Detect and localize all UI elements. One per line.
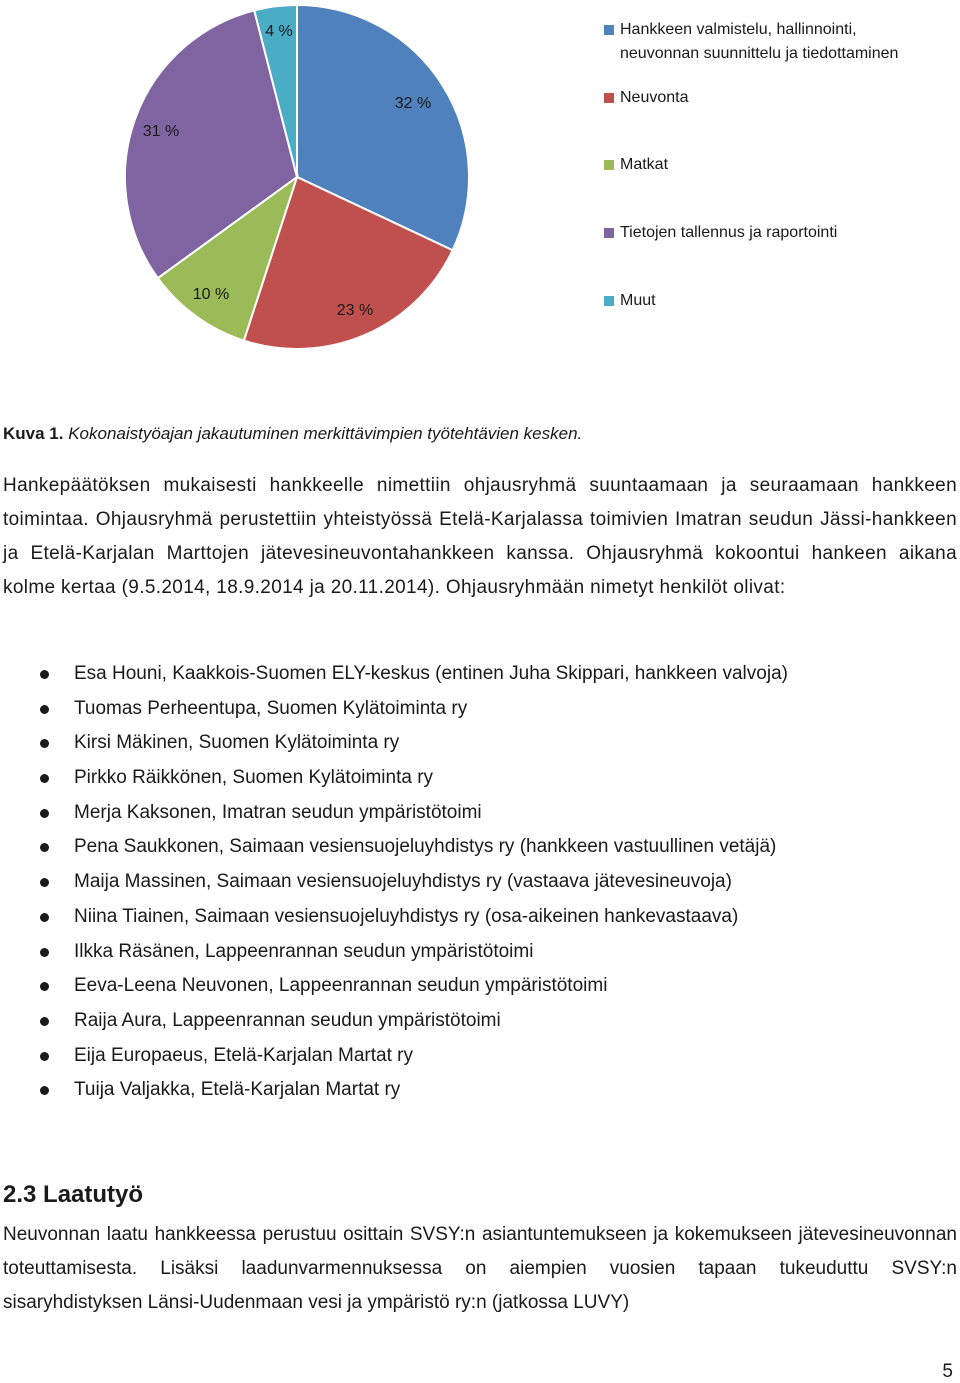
legend-label-line: Muut	[620, 292, 656, 309]
slice-value-label: 10 %	[192, 286, 230, 303]
legend-label	[620, 289, 656, 313]
list-item-text: Eeva-Leena Neuvonen, Lappeenrannan seudun ympäristötoimi	[74, 975, 608, 997]
slice-value-label: 31 %	[142, 123, 180, 140]
bullet-icon	[40, 948, 49, 957]
steering-group-list	[0, 657, 940, 1108]
legend-label-line: Neuvonta	[620, 89, 689, 106]
bullet-icon	[40, 774, 49, 783]
list-item-text: Maija Massinen, Saimaan vesiensuojeluyhdistys ry (vastaava jätevesineuvoja)	[74, 871, 732, 893]
bullet-icon	[40, 739, 49, 748]
list-item	[0, 830, 940, 865]
legend-item	[604, 86, 689, 110]
legend-swatch	[604, 160, 614, 170]
legend-item	[604, 221, 837, 245]
list-item-text: Raija Aura, Lappeenrannan seudun ympäristötoimi	[74, 1009, 501, 1031]
list-item-text: Esa Houni, Kaakkois-Suomen ELY-keskus (entinen Juha Skippari, hankkeen valvoja)	[74, 663, 788, 684]
slice-value-label: 4 %	[265, 23, 293, 40]
legend-item	[604, 18, 898, 66]
list-item	[0, 900, 940, 935]
legend-label	[620, 86, 689, 110]
bullet-icon	[40, 982, 49, 991]
list-item	[0, 1004, 940, 1039]
paragraph-steering-group: Hankepäätöksen mukaisesti hankkeelle nimettiin ohjausryhmä suuntaamaan ja seuraamaan hankkeen toimintaa. Ohjausryhmä perustettiin yhteistyössä Etelä-Karjalassa toimivien Imatran seudun Jässi-hankkeen ja Etelä-Karjalan Marttojen jätevesineuvontahankkeen kanssa. Ohjausryhmä kokoontui hankeen aikana kolme kertaa (9.5.2014, 18.9.2014 ja 20.11.2014). Ohjausryhmään nimetyt henkilöt olivat:	[3, 475, 957, 598]
bullet-icon	[40, 1017, 49, 1026]
list-item-text: Pirkko Räikkönen, Suomen Kylätoiminta ry	[74, 767, 434, 789]
legend-label-line: neuvonnan suunnittelu ja tiedottaminen	[620, 45, 899, 62]
bullet-icon	[40, 1052, 49, 1061]
list-item	[0, 796, 940, 831]
list-item-text: Tuija Valjakka, Etelä-Karjalan Martat ry	[74, 1079, 401, 1101]
bullet-icon	[40, 670, 49, 679]
caption-text: Kokonaistyöajan jakautuminen merkittävimpien työtehtävien kesken.	[63, 424, 583, 443]
legend-item	[604, 289, 656, 313]
legend-swatch	[604, 228, 614, 238]
list-item-text: Merja Kaksonen, Imatran seudun ympäristötoimi	[74, 801, 482, 823]
legend-swatch	[604, 25, 614, 35]
bullet-icon	[40, 913, 49, 922]
section-heading: 2.3 Laatutyö	[3, 1181, 144, 1208]
list-item-text: Tuomas Perheentupa, Suomen Kylätoiminta ry	[74, 697, 468, 719]
list-item-text: Kirsi Mäkinen, Suomen Kylätoiminta ry	[74, 732, 400, 754]
slice-value-label: 32 %	[394, 95, 432, 112]
list-item	[0, 761, 940, 796]
list-item	[0, 657, 940, 692]
legend-label-line: Matkat	[620, 156, 669, 173]
list-item	[0, 726, 940, 761]
legend-label-line: Hankkeen valmistelu, hallinnointi,	[620, 21, 857, 38]
paragraph-quality: Neuvonnan laatu hankkeessa perustuu osittain SVSY:n asiantuntemukseen ja kokemukseen jätevesineuvonnan toteuttamisesta. Lisäksi laadunvarmennuksessa on aiempien vuosien tapaan tukeuduttu SVSY:n sisaryhdistyksen Länsi-Uudenmaan vesi ja ympäristö ry:n (jatkossa LUVY)	[3, 1224, 957, 1313]
list-item-text: Ilkka Räsänen, Lappeenrannan seudun ympäristötoimi	[74, 940, 534, 962]
legend-label-line: Tietojen tallennus ja raportointi	[620, 224, 838, 241]
figure-caption	[3, 424, 582, 444]
slice-value-label: 23 %	[336, 302, 374, 319]
list-item	[0, 692, 940, 727]
caption-label: Kuva 1.	[3, 424, 64, 443]
bullet-icon	[40, 809, 49, 818]
legend-label	[620, 221, 837, 245]
list-item	[0, 969, 940, 1004]
legend-label	[620, 18, 898, 66]
page-number: 5	[942, 1361, 953, 1382]
list-item	[0, 935, 940, 970]
legend-swatch	[604, 296, 614, 306]
list-item-text: Niina Tiainen, Saimaan vesiensuojeluyhdistys ry (osa-aikeinen hankevastaava)	[74, 905, 739, 927]
list-item	[0, 1039, 940, 1074]
bullet-icon	[40, 878, 49, 887]
list-item	[0, 865, 940, 900]
bullet-icon	[40, 843, 49, 852]
legend-swatch	[604, 93, 614, 103]
legend-item	[604, 153, 668, 177]
list-item	[0, 1073, 940, 1108]
list-item-text: Eija Europaeus, Etelä-Karjalan Martat ry	[74, 1044, 413, 1066]
pie-chart	[0, 0, 600, 400]
list-item-text: Pena Saukkonen, Saimaan vesiensuojeluyhdistys ry (hankkeen vastuullinen vetäjä)	[74, 836, 777, 858]
legend-label	[620, 153, 668, 177]
bullet-icon	[40, 705, 49, 714]
bullet-icon	[40, 1086, 49, 1095]
